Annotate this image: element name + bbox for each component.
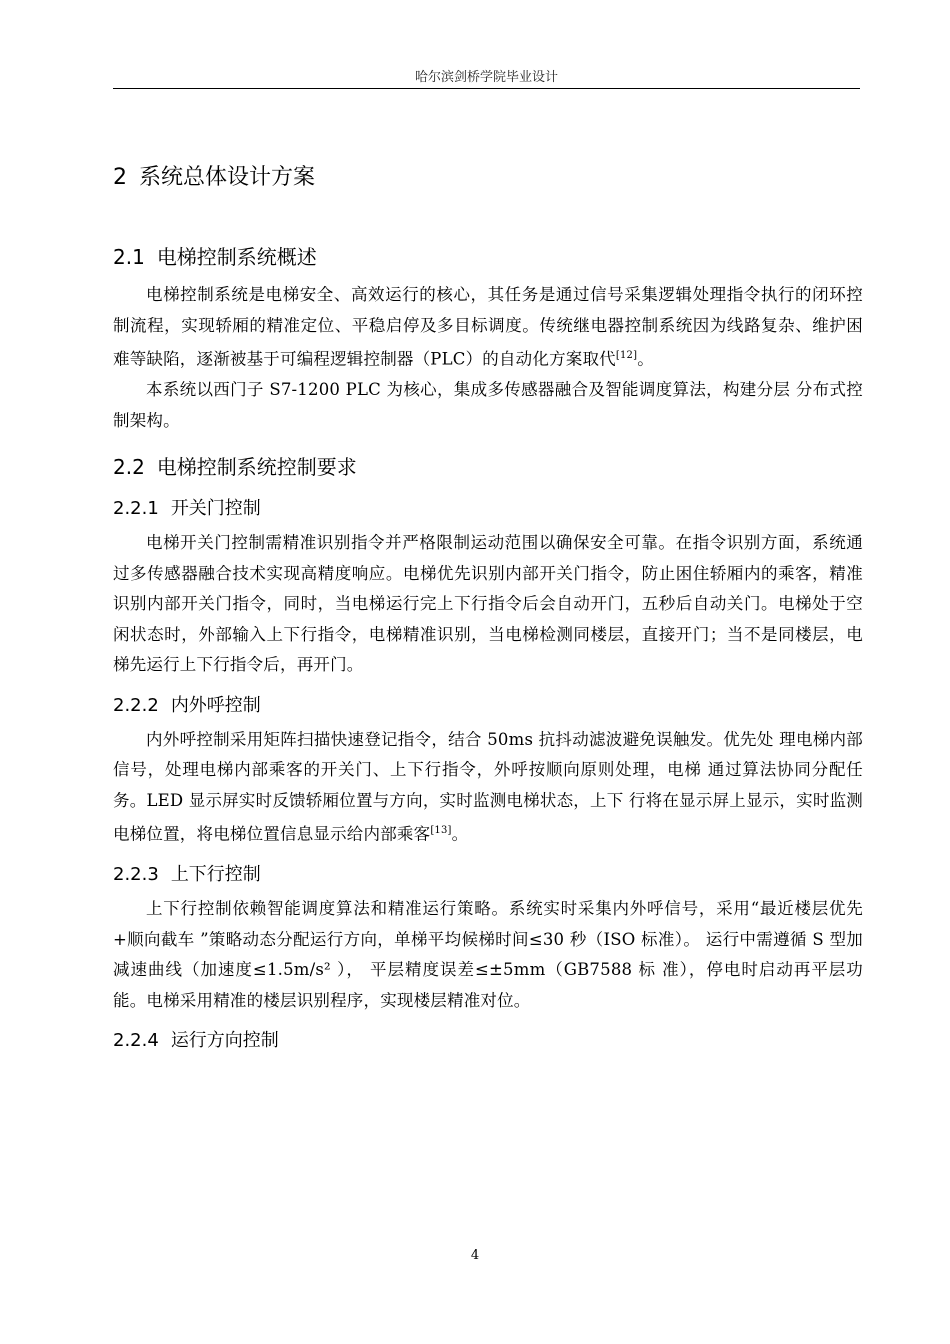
paragraph-2-2-1: 电梯开关门控制需精准识别指令并严格限制运动范围以确保安全可靠。在指令识别方面，系统通过多传感器融合技术实现高精度响应。电梯优先识别内部开关门指令，防止困住轿厢内的乘客，精准识别内部开关门指令，同时，当电梯运行完上下行指令后会自动开门，五秒后自动关门。电梯处于空闲状态时，外部输入上下行指令，电梯精准识别，当电梯检测同楼层，直接开门；当不是同楼层，电梯先运行上下行指令后，再开门。 — [113, 533, 863, 674]
subsection-number: 2.2.3 — [113, 864, 159, 885]
section-title: 电梯控制系统概述 — [156, 245, 317, 269]
page-content — [113, 158, 863, 1060]
paragraph-text: 内外呼控制采用矩阵扫描快速登记指令，结合 50ms 抗抖动滤波避免误触发。优先处 理电梯内部信号，处理电梯内部乘客的开关门、上下行指令，外呼按顺向原则处理，电梯 通过算法协同分配任务。LED 显示屏实时反馈轿厢位置与方向，实时监测电梯状态，上下 行将在显示屏上显示，实时监测电梯位置，将电梯位置信息显示给内部乘客 — [113, 729, 863, 844]
subsection-title: 内外呼控制 — [170, 694, 261, 716]
paragraph-text: 电梯控制系统是电梯安全、高效运行的核心，其任务是通过信号采集逻辑处理指令执行的闭环控制流程，实现轿厢的精准定位、平稳启停及多目标调度。传统继电器控制系统因为线路复杂、维护困难等缺陷，逐渐被基于可编程逻辑控制器（PLC）的自动化方案取代 — [113, 285, 863, 369]
paragraph-2-2-2 — [113, 725, 863, 851]
subsection-number: 2.2.1 — [113, 498, 159, 519]
subsection-number: 2.2.2 — [113, 694, 159, 716]
section-title: 电梯控制系统控制要求 — [156, 455, 357, 479]
paragraph-2-1-1 — [113, 280, 863, 375]
paragraph-2-2-3: 上下行控制依赖智能调度算法和精准运行策略。系统实时采集内外呼信号，采用“最近楼层优先+顺向截车 ”策略动态分配运行方向，单梯平均候梯时间≤30 秒（ISO 标准）。 运行中需遵循 S 型加减速曲线（加速度≤1.5m/s² ）， 平层精度误差≤±5mm（GB7588 标 准），停电时启动再平层功能。电梯采用精准的楼层识别程序，实现楼层精准对位。 — [113, 899, 863, 1010]
subsection-number: 2.2.4 — [113, 1030, 159, 1051]
header-rule — [113, 88, 860, 89]
chapter-title: 系统总体设计方案 — [139, 165, 316, 190]
page-number: 4 — [470, 1248, 480, 1263]
subsection-title: 上下行控制 — [170, 864, 261, 885]
paragraph-2-1-2: 本系统以西门子 S7-1200 PLC 为核心，集成多传感器融合及智能调度算法，构建分层 分布式控制架构。 — [113, 380, 863, 430]
section-2-2-2-heading — [113, 691, 863, 721]
section-2-2-3-heading — [113, 860, 863, 890]
paragraph-end: 。 — [451, 824, 469, 844]
chapter-number: 2 — [113, 165, 127, 190]
section-2-1-heading — [113, 240, 863, 274]
subsection-title: 开关门控制 — [170, 498, 261, 519]
section-2-2-1-heading — [113, 494, 863, 524]
section-2-2-4-heading — [113, 1026, 863, 1056]
subsection-title: 运行方向控制 — [170, 1030, 279, 1051]
section-number: 2.2 — [113, 455, 145, 479]
chapter-heading — [113, 158, 863, 198]
citation-ref: [13] — [430, 825, 452, 836]
citation-ref: [12] — [615, 350, 638, 361]
paragraph-end: 。 — [637, 349, 654, 369]
section-2-2-heading — [113, 450, 863, 484]
section-number: 2.1 — [113, 245, 145, 269]
page-header: 哈尔滨剑桥学院毕业设计 — [414, 70, 558, 85]
